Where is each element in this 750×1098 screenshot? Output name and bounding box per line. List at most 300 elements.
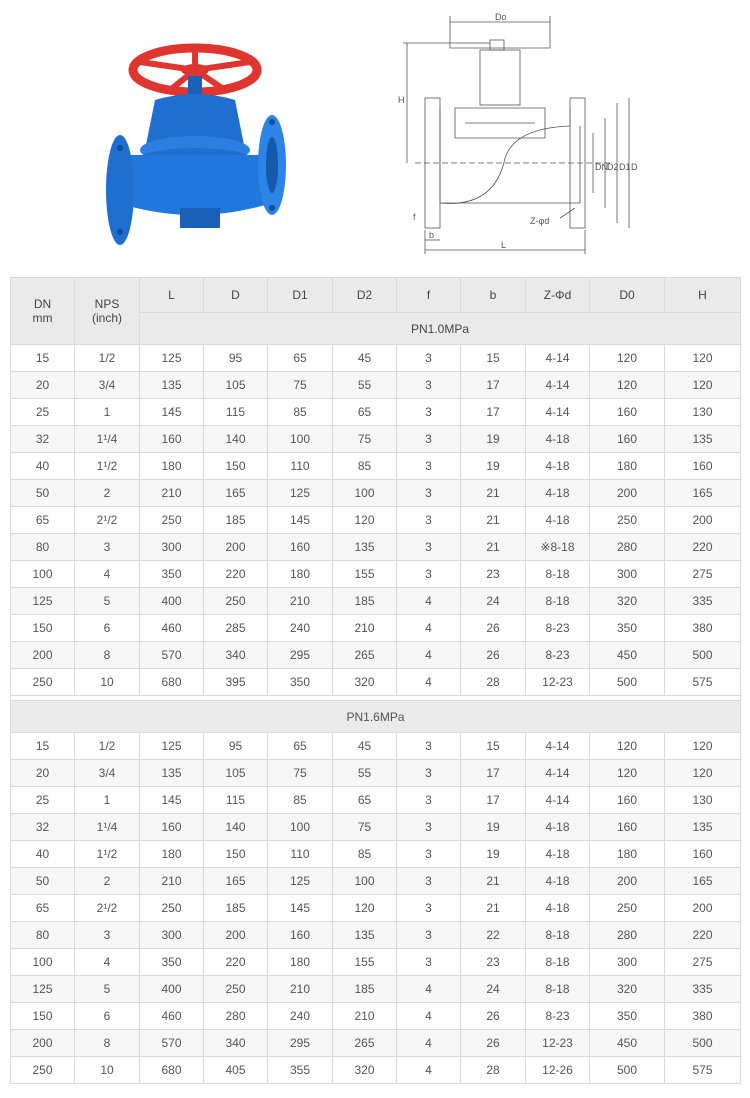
table-cell: 250 [590, 895, 665, 922]
table-cell: 380 [665, 1003, 741, 1030]
table-cell: 500 [590, 1057, 665, 1084]
table-cell: 105 [204, 760, 268, 787]
table-cell: 8-18 [526, 922, 590, 949]
header-z: Z-Φd [526, 278, 590, 313]
table-cell: 145 [268, 895, 333, 922]
table-cell: 3 [397, 922, 461, 949]
table-cell: ※8-18 [526, 534, 590, 561]
table-cell: 3 [397, 895, 461, 922]
table-cell: 4-18 [526, 814, 590, 841]
table-cell: 3/4 [75, 760, 140, 787]
table-cell: 350 [590, 1003, 665, 1030]
table-cell: 17 [461, 787, 526, 814]
table-cell: 21 [461, 534, 526, 561]
table-row [11, 895, 741, 922]
table-cell: 150 [204, 841, 268, 868]
label-d1: D1 [619, 162, 631, 172]
table-row [11, 760, 741, 787]
table-cell: 120 [665, 345, 741, 372]
table-cell: 180 [140, 841, 204, 868]
table-cell: 4-14 [526, 372, 590, 399]
table-cell: 300 [590, 949, 665, 976]
table-cell: 3 [75, 534, 140, 561]
table-cell: 2¹/2 [75, 895, 140, 922]
table-cell: 17 [461, 372, 526, 399]
table-cell: 4-14 [526, 399, 590, 426]
table-cell: 12-23 [526, 669, 590, 696]
table-cell: 4 [397, 615, 461, 642]
header-d2: D2 [333, 278, 397, 313]
table-cell: 165 [665, 480, 741, 507]
table-cell: 335 [665, 976, 741, 1003]
table-cell: 200 [11, 1030, 75, 1057]
table-cell: 115 [204, 399, 268, 426]
table-cell: 17 [461, 760, 526, 787]
table-cell: 100 [11, 561, 75, 588]
table-cell: 3 [397, 841, 461, 868]
table-cell: 10 [75, 1057, 140, 1084]
table-cell: 185 [333, 976, 397, 1003]
table-cell: 575 [665, 669, 741, 696]
table-cell: 135 [665, 814, 741, 841]
table-cell: 4 [397, 1057, 461, 1084]
table-cell: 180 [590, 453, 665, 480]
section-label-pn16: PN1.6MPa [11, 701, 741, 733]
table-cell: 125 [140, 345, 204, 372]
table-cell: 4-14 [526, 787, 590, 814]
table-cell: 3 [397, 814, 461, 841]
table-cell: 250 [11, 1057, 75, 1084]
table-cell: 125 [11, 976, 75, 1003]
table-cell: 145 [268, 507, 333, 534]
label-h: H [398, 95, 405, 105]
table-cell: 55 [333, 760, 397, 787]
label-d: D [631, 162, 638, 172]
table-cell: 23 [461, 561, 526, 588]
table-cell: 200 [590, 868, 665, 895]
table-cell: 17 [461, 399, 526, 426]
table-cell: 21 [461, 868, 526, 895]
table-row [11, 534, 741, 561]
table-cell: 8-23 [526, 1003, 590, 1030]
table-cell: 320 [590, 588, 665, 615]
table-row [11, 922, 741, 949]
table-cell: 15 [11, 345, 75, 372]
table-cell: 75 [268, 760, 333, 787]
table-cell: 250 [140, 895, 204, 922]
table-cell: 150 [11, 615, 75, 642]
table-cell: 160 [590, 814, 665, 841]
table-cell: 3 [75, 922, 140, 949]
table-cell: 3 [397, 787, 461, 814]
table-cell: 105 [204, 372, 268, 399]
table-cell: 250 [204, 976, 268, 1003]
table-cell: 160 [140, 814, 204, 841]
table-cell: 280 [590, 534, 665, 561]
table-cell: 15 [461, 733, 526, 760]
table-cell: 135 [665, 426, 741, 453]
table-row [11, 615, 741, 642]
table-cell: 100 [333, 868, 397, 895]
table-cell: 4 [75, 949, 140, 976]
table-cell: 4-18 [526, 453, 590, 480]
table-cell: 320 [333, 669, 397, 696]
table-cell: 165 [665, 868, 741, 895]
pn16-rows [11, 733, 741, 1084]
table-cell: 10 [75, 669, 140, 696]
table-cell: 22 [461, 922, 526, 949]
table-cell: 110 [268, 453, 333, 480]
table-cell: 355 [268, 1057, 333, 1084]
table-cell: 50 [11, 868, 75, 895]
table-cell: 8-18 [526, 976, 590, 1003]
header-l: L [140, 278, 204, 313]
table-row [11, 399, 741, 426]
table-cell: 250 [590, 507, 665, 534]
pn10-rows [11, 345, 741, 696]
table-cell: 570 [140, 642, 204, 669]
table-cell: 275 [665, 949, 741, 976]
table-cell: 135 [140, 372, 204, 399]
table-cell: 160 [268, 922, 333, 949]
table-cell: 85 [333, 453, 397, 480]
table-cell: 180 [140, 453, 204, 480]
table-cell: 135 [333, 922, 397, 949]
valve-photo [100, 40, 290, 245]
table-row [11, 949, 741, 976]
table-cell: 240 [268, 1003, 333, 1030]
table-cell: 100 [268, 426, 333, 453]
table-cell: 460 [140, 1003, 204, 1030]
table-cell: 2 [75, 868, 140, 895]
table-cell: 4-18 [526, 507, 590, 534]
table-cell: 400 [140, 588, 204, 615]
table-cell: 21 [461, 895, 526, 922]
table-cell: 220 [665, 534, 741, 561]
table-cell: 8-23 [526, 615, 590, 642]
table-cell: 130 [665, 787, 741, 814]
table-cell: 350 [590, 615, 665, 642]
table-cell: 125 [268, 480, 333, 507]
table-cell: 19 [461, 453, 526, 480]
table-cell: 20 [11, 372, 75, 399]
table-cell: 185 [204, 507, 268, 534]
header-d0: D0 [590, 278, 665, 313]
table-cell: 4-18 [526, 426, 590, 453]
table-cell: 2¹/2 [75, 507, 140, 534]
table-cell: 265 [333, 642, 397, 669]
table-cell: 3 [397, 949, 461, 976]
table-cell: 120 [333, 507, 397, 534]
table-cell: 155 [333, 561, 397, 588]
table-cell: 4 [397, 1030, 461, 1057]
table-cell: 165 [204, 480, 268, 507]
table-cell: 395 [204, 669, 268, 696]
table-cell: 8-23 [526, 642, 590, 669]
table-cell: 3 [397, 507, 461, 534]
table-cell: 320 [333, 1057, 397, 1084]
table-cell: 2 [75, 480, 140, 507]
table-cell: 4 [75, 561, 140, 588]
table-cell: 125 [11, 588, 75, 615]
table-cell: 3 [397, 868, 461, 895]
table-cell: 210 [333, 615, 397, 642]
table-cell: 1¹/2 [75, 841, 140, 868]
table-cell: 120 [333, 895, 397, 922]
table-cell: 3 [397, 733, 461, 760]
table-cell: 5 [75, 976, 140, 1003]
table-cell: 55 [333, 372, 397, 399]
table-cell: 340 [204, 642, 268, 669]
label-dn: DN [595, 162, 608, 172]
table-cell: 28 [461, 669, 526, 696]
table-row [11, 841, 741, 868]
table-cell: 1¹/4 [75, 814, 140, 841]
header-d1: D1 [268, 278, 333, 313]
table-cell: 50 [11, 480, 75, 507]
header-f: f [397, 278, 461, 313]
table-cell: 65 [268, 733, 333, 760]
table-cell: 285 [204, 615, 268, 642]
table-cell: 220 [204, 561, 268, 588]
table-cell: 100 [11, 949, 75, 976]
table-cell: 19 [461, 841, 526, 868]
table-cell: 12-23 [526, 1030, 590, 1057]
table-cell: 75 [333, 426, 397, 453]
table-cell: 28 [461, 1057, 526, 1084]
table-cell: 160 [590, 787, 665, 814]
table-cell: 160 [590, 426, 665, 453]
section-label-pn10: PN1.0MPa [140, 313, 741, 345]
table-cell: 4-14 [526, 760, 590, 787]
table-cell: 680 [140, 669, 204, 696]
table-cell: 160 [268, 534, 333, 561]
table-cell: 3 [397, 561, 461, 588]
table-cell: 180 [268, 561, 333, 588]
table-cell: 6 [75, 615, 140, 642]
table-cell: 4-18 [526, 841, 590, 868]
table-cell: 350 [140, 949, 204, 976]
table-cell: 160 [590, 399, 665, 426]
table-cell: 120 [590, 733, 665, 760]
table-cell: 400 [140, 976, 204, 1003]
table-cell: 500 [665, 642, 741, 669]
table-row [11, 345, 741, 372]
dimension-table [10, 277, 741, 1084]
table-cell: 26 [461, 1003, 526, 1030]
table-cell: 250 [204, 588, 268, 615]
table-cell: 110 [268, 841, 333, 868]
label-do: Do [495, 12, 507, 22]
table-cell: 1 [75, 399, 140, 426]
table-cell: 200 [590, 480, 665, 507]
table-cell: 200 [665, 895, 741, 922]
table-row [11, 1057, 741, 1084]
table-cell: 275 [665, 561, 741, 588]
table-cell: 500 [665, 1030, 741, 1057]
table-cell: 95 [204, 345, 268, 372]
table-cell: 350 [268, 669, 333, 696]
table-cell: 210 [268, 976, 333, 1003]
table-cell: 300 [140, 922, 204, 949]
table-cell: 3 [397, 345, 461, 372]
table-cell: 500 [590, 669, 665, 696]
table-cell: 4 [397, 669, 461, 696]
table-row [11, 669, 741, 696]
table-cell: 125 [268, 868, 333, 895]
table-cell: 3 [397, 399, 461, 426]
label-b: b [429, 230, 435, 240]
table-cell: 75 [333, 814, 397, 841]
table-cell: 220 [204, 949, 268, 976]
table-row [11, 733, 741, 760]
table-row [11, 814, 741, 841]
table-cell: 185 [204, 895, 268, 922]
header-h: H [665, 278, 741, 313]
table-cell: 120 [590, 372, 665, 399]
table-cell: 8 [75, 642, 140, 669]
table-cell: 5 [75, 588, 140, 615]
table-cell: 3 [397, 453, 461, 480]
table-row [11, 868, 741, 895]
table-row [11, 1030, 741, 1057]
table-cell: 3 [397, 480, 461, 507]
figures-area [0, 0, 750, 272]
table-cell: 25 [11, 399, 75, 426]
table-cell: 1¹/4 [75, 426, 140, 453]
header-b: b [461, 278, 526, 313]
table-cell: 65 [268, 345, 333, 372]
table-cell: 210 [333, 1003, 397, 1030]
table-cell: 120 [665, 372, 741, 399]
table-cell: 1/2 [75, 345, 140, 372]
table-row [11, 480, 741, 507]
table-cell: 26 [461, 642, 526, 669]
table-cell: 130 [665, 399, 741, 426]
table-cell: 145 [140, 399, 204, 426]
header-d: D [204, 278, 268, 313]
table-cell: 80 [11, 922, 75, 949]
table-cell: 100 [333, 480, 397, 507]
table-cell: 95 [204, 733, 268, 760]
table-cell: 320 [590, 976, 665, 1003]
table-cell: 160 [140, 426, 204, 453]
table-cell: 200 [204, 922, 268, 949]
table-cell: 200 [204, 534, 268, 561]
table-cell: 85 [333, 841, 397, 868]
table-cell: 26 [461, 1030, 526, 1057]
table-cell: 240 [268, 615, 333, 642]
pn16-section-header [11, 696, 741, 733]
table-cell: 295 [268, 1030, 333, 1057]
table-cell: 25 [11, 787, 75, 814]
table-cell: 210 [140, 480, 204, 507]
table-cell: 120 [590, 345, 665, 372]
table-row [11, 507, 741, 534]
table-cell: 120 [590, 760, 665, 787]
table-cell: 280 [590, 922, 665, 949]
table-cell: 200 [11, 642, 75, 669]
table-cell: 3/4 [75, 372, 140, 399]
table-cell: 19 [461, 814, 526, 841]
table-cell: 405 [204, 1057, 268, 1084]
table-cell: 4-14 [526, 345, 590, 372]
table-row [11, 976, 741, 1003]
label-z: Z-φd [530, 216, 550, 226]
table-cell: 32 [11, 426, 75, 453]
table-cell: 75 [268, 372, 333, 399]
table-cell: 65 [11, 507, 75, 534]
table-cell: 100 [268, 814, 333, 841]
table-cell: 150 [11, 1003, 75, 1030]
table-cell: 150 [204, 453, 268, 480]
table-cell: 19 [461, 426, 526, 453]
table-cell: 460 [140, 615, 204, 642]
table-cell: 4 [397, 976, 461, 1003]
table-cell: 8-18 [526, 561, 590, 588]
table-cell: 140 [204, 814, 268, 841]
table-row [11, 642, 741, 669]
header-nps: NPS (inch) [75, 278, 140, 345]
table-cell: 185 [333, 588, 397, 615]
table-cell: 120 [665, 760, 741, 787]
table-cell: 6 [75, 1003, 140, 1030]
table-cell: 350 [140, 561, 204, 588]
table-cell: 4-18 [526, 868, 590, 895]
table-cell: 1/2 [75, 733, 140, 760]
table-cell: 3 [397, 760, 461, 787]
table-cell: 65 [333, 787, 397, 814]
table-cell: 120 [665, 733, 741, 760]
table-cell: 140 [204, 426, 268, 453]
table-cell: 575 [665, 1057, 741, 1084]
table-row [11, 588, 741, 615]
table-cell: 15 [461, 345, 526, 372]
table-cell: 340 [204, 1030, 268, 1057]
table-cell: 300 [590, 561, 665, 588]
table-cell: 3 [397, 426, 461, 453]
table-cell: 155 [333, 949, 397, 976]
table-cell: 135 [140, 760, 204, 787]
table-cell: 180 [590, 841, 665, 868]
table-cell: 26 [461, 615, 526, 642]
table-cell: 24 [461, 976, 526, 1003]
table-row [11, 372, 741, 399]
table-cell: 680 [140, 1057, 204, 1084]
table-cell: 21 [461, 507, 526, 534]
table-cell: 250 [11, 669, 75, 696]
table-cell: 80 [11, 534, 75, 561]
table-cell: 4-18 [526, 480, 590, 507]
table-row [11, 1003, 741, 1030]
table-row [11, 453, 741, 480]
table-cell: 40 [11, 841, 75, 868]
table-cell: 45 [333, 345, 397, 372]
table-cell: 450 [590, 642, 665, 669]
table-cell: 23 [461, 949, 526, 976]
label-l: L [501, 240, 507, 250]
valve-dimension-drawing [395, 8, 645, 258]
table-cell: 24 [461, 588, 526, 615]
table-cell: 8 [75, 1030, 140, 1057]
table-cell: 380 [665, 615, 741, 642]
table-cell: 1 [75, 787, 140, 814]
table-cell: 220 [665, 922, 741, 949]
header-dn: DN mm [11, 278, 75, 345]
table-row [11, 561, 741, 588]
table-cell: 40 [11, 453, 75, 480]
table-cell: 115 [204, 787, 268, 814]
